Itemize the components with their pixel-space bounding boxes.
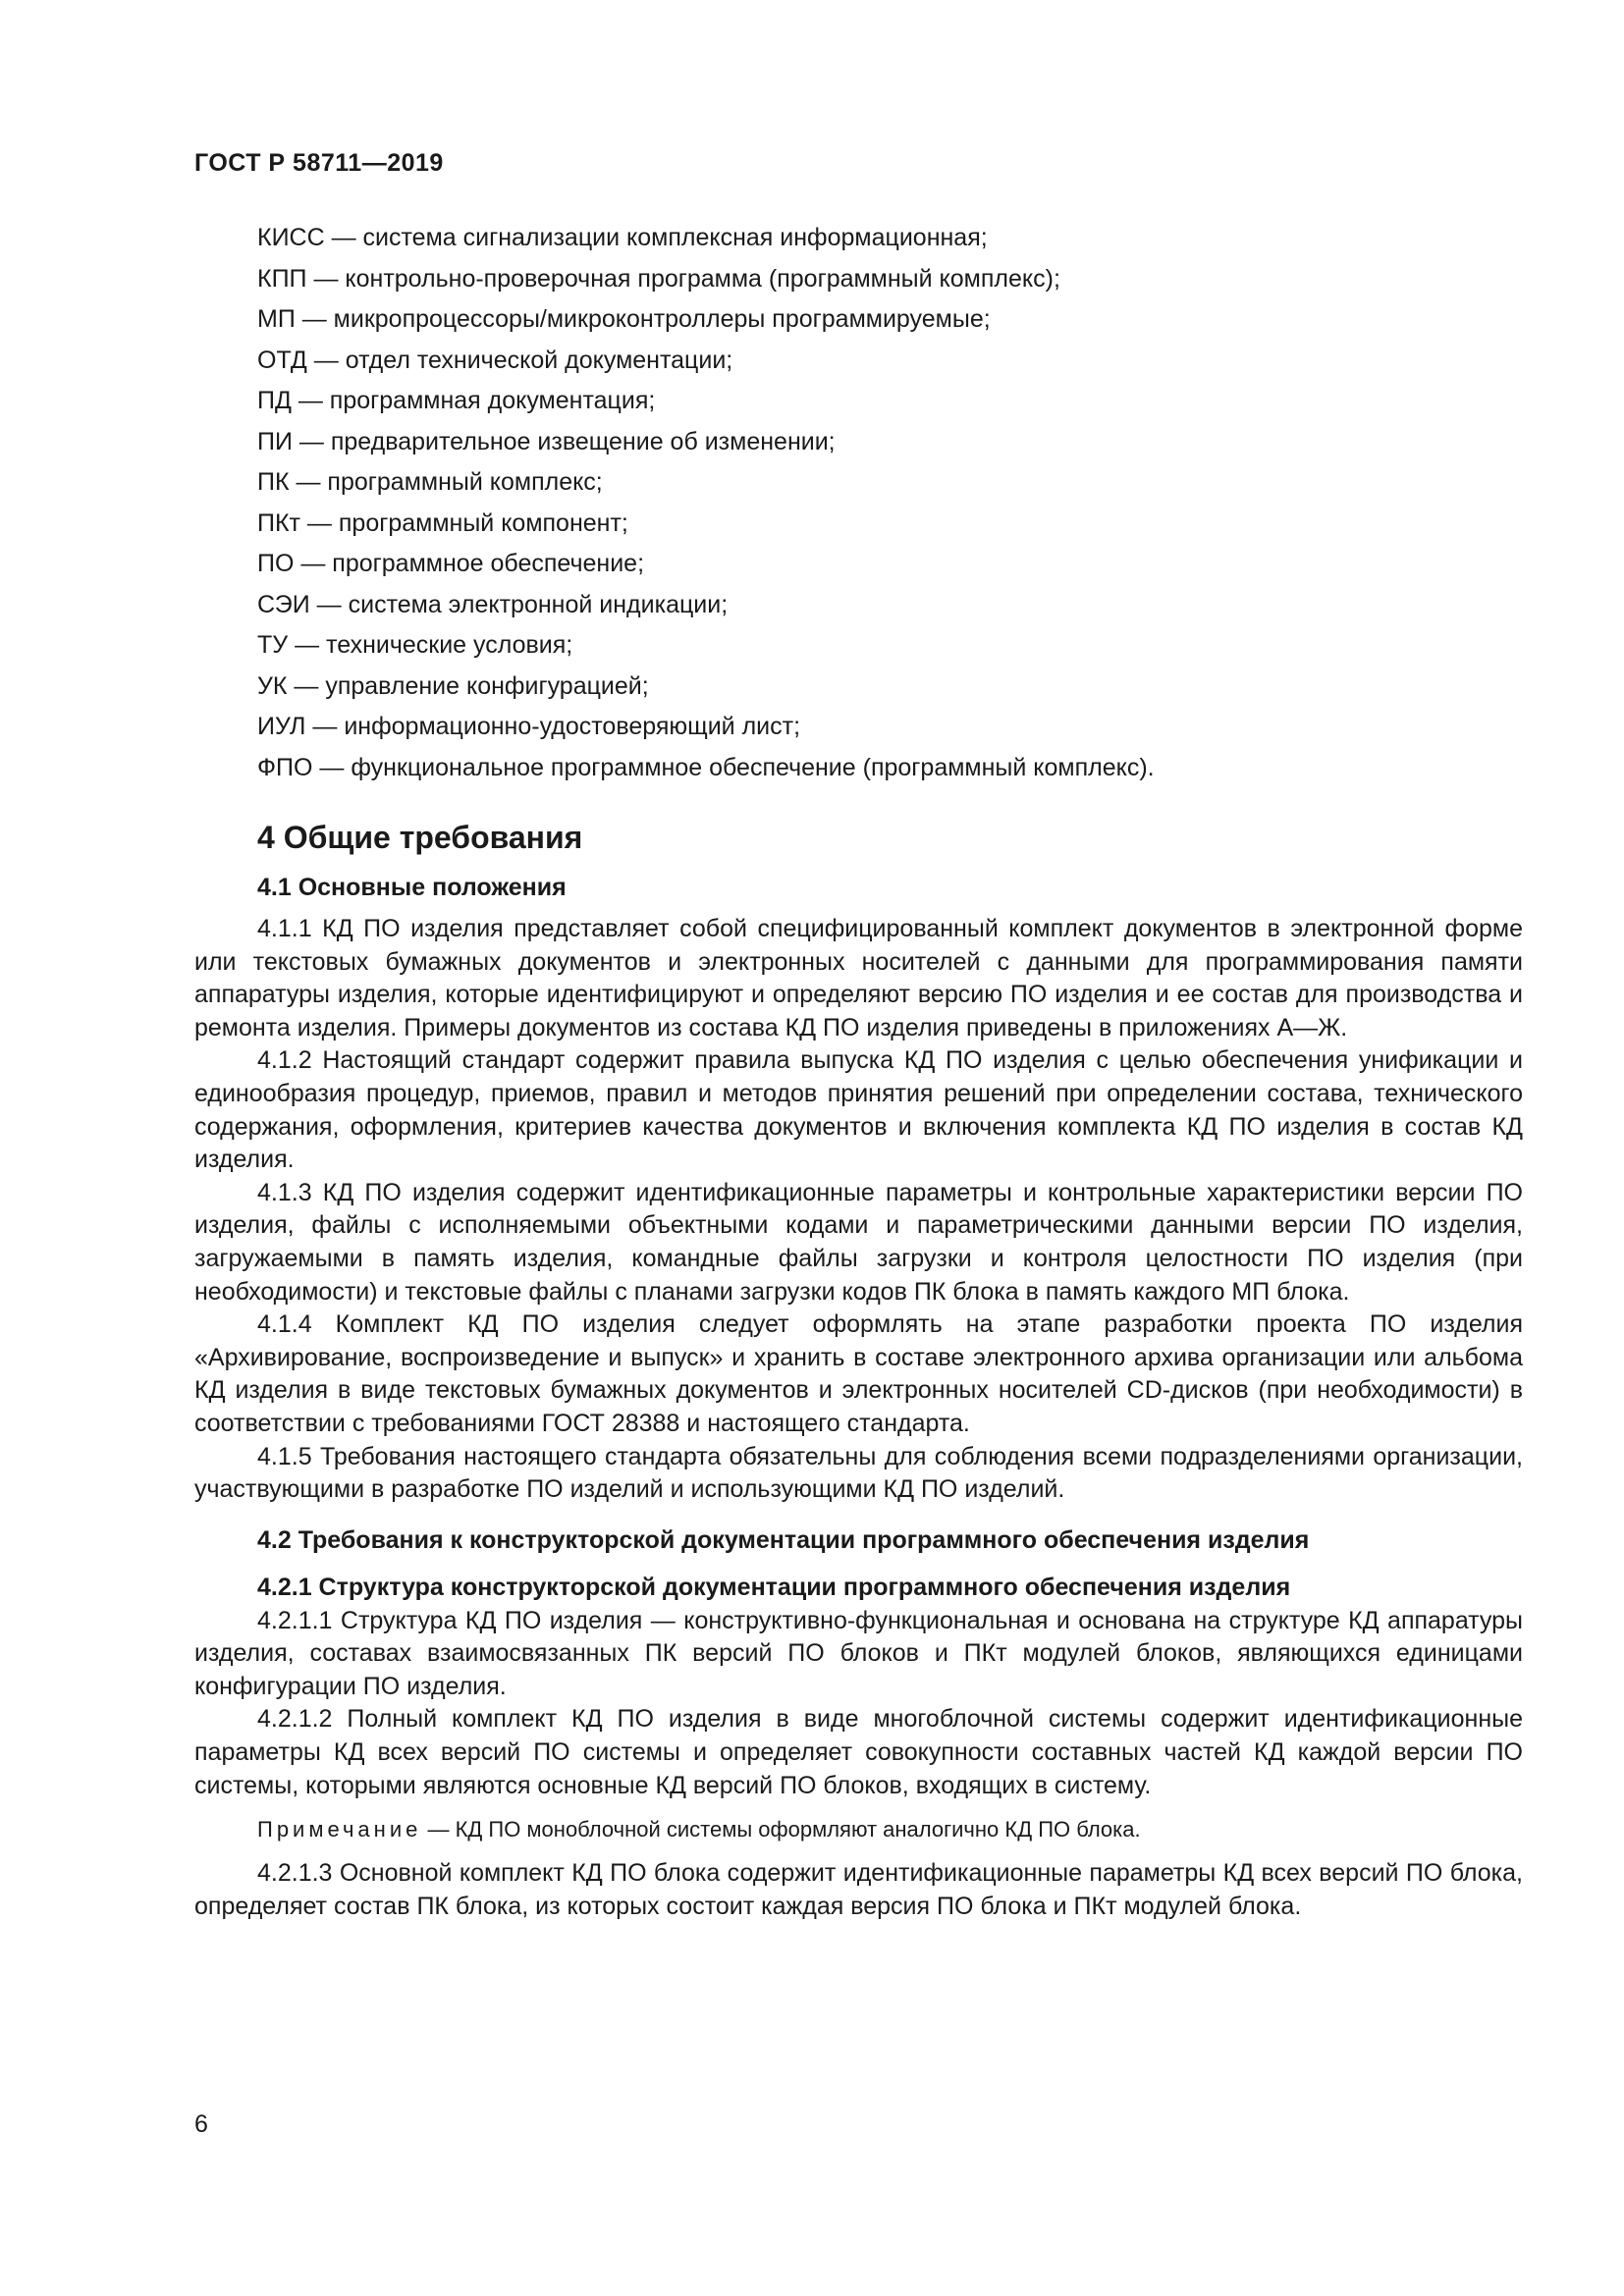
abbreviation-item: ОТД — отдел технической документации; [257, 346, 733, 374]
paragraph-4-2-1-2: 4.2.1.2 Полный комплект КД ПО изделия в виде многоблочной системы содержит идентификационные параметры КД всех версий ПО системы и определяет совокупности составных частей КД каждой версии ПО системы, которыми являются основные КД версий ПО блоков, входящих в систему. [194, 1705, 1523, 1799]
abbreviation-item: МП — микропроцессоры/микроконтроллеры программируемые; [257, 305, 991, 333]
abbreviation-item: ИУЛ — информационно-удостоверяющий лист; [257, 713, 801, 740]
page-number: 6 [194, 2110, 208, 2138]
abbreviation-item: СЭИ — система электронной индикации; [257, 590, 729, 618]
abbreviation-item: ПК — программный комплекс; [257, 468, 603, 496]
note-label: Примечание [257, 1817, 422, 1842]
paragraph-4-2-1-3: 4.2.1.3 Основной комплект КД ПО блока содержит идентификационные параметры КД всех версий ПО блока, определяет состав ПК блока, из которых состоит каждая версия ПО блока и ПКт модулей блока. [194, 1859, 1523, 1920]
abbreviation-list [194, 218, 1523, 788]
standard-id-header: ГОСТ Р 58711—2019 [194, 149, 444, 177]
subsection-4-2-heading: 4.2 Требования к конструкторской документации программного обеспечения изделия [257, 1525, 1310, 1554]
paragraph-4-1-4: 4.1.4 Комплект КД ПО изделия следует оформлять на этапе разработки проекта ПО изделия «Архивирование, воспроизведение и выпуск» и хранить в составе электронного архива организации или альбома КД изделия в виде текстовых бумажных документов и электронных носителей CD-дисков (при необходимости) в соответствии с требованиями ГОСТ 28388 и настоящего стандарта. [194, 1310, 1523, 1437]
paragraph-4-1-3: 4.1.3 КД ПО изделия содержит идентификационные параметры и контрольные характеристики версии ПО изделия, файлы с исполняемыми объектными кодами и параметрическими данными версии ПО изделия, загружаемыми в память изделия, командные файлы загрузки и контроля целостности ПО изделия (при необходимости) и текстовые файлы с планами загрузки кодов ПК блока в память каждого МП блока. [194, 1178, 1523, 1306]
abbreviation-item: УК — управление конфигурацией; [257, 671, 649, 700]
subsection-4-1-heading: 4.1 Основные положения [257, 874, 567, 901]
abbreviation-item: ФПО — функциональное программное обеспечение (программный комплекс). [257, 753, 1155, 781]
subsection-4-2-1-heading: 4.2.1 Структура конструкторской документации программного обеспечения изделия [257, 1573, 1291, 1601]
note-text: — КД ПО моноблочной системы оформляют аналогично КД ПО блока. [421, 1817, 1141, 1842]
abbreviation-item: ТУ — технические условия; [257, 631, 573, 659]
abbreviation-item: ПД — программная документация; [257, 387, 656, 414]
paragraph-4-2-1-1: 4.2.1.1 Структура КД ПО изделия — конструктивно-функциональная и основана на структуре КД аппаратуры изделия, составах взаимосвязанных ПК версий ПО блоков и ПКт модулей блоков, являющихся единицами конфигурации ПО изделия. [194, 1606, 1523, 1700]
abbreviation-item: КИСС — система сигнализации комплексная информационная; [257, 224, 988, 251]
abbreviation-item: ПИ — предварительное извещение об изменении; [257, 427, 836, 455]
abbreviation-item: ПКт — программный компонент; [257, 508, 628, 537]
abbreviation-item: КПП — контрольно-проверочная программа (программный комплекс); [257, 264, 1060, 293]
paragraph-4-1-5: 4.1.5 Требования настоящего стандарта обязательны для соблюдения всеми подразделениями организации, участвующими в разработке ПО изделий и использующими КД ПО изделий. [194, 1442, 1523, 1504]
paragraph-4-1-1: 4.1.1 КД ПО изделия представляет собой специфицированный комплект документов в электронной форме или текстовых бумажных документов и электронных носителей с данными для программирования памяти аппаратуры изделия, которые идентифицируют и определяют версию ПО изделия и ее состав для производства и ремонта изделия. Примеры документов из состава КД ПО изделия приведены в приложениях А—Ж. [194, 915, 1523, 1041]
note [257, 1814, 1523, 1845]
abbreviation-item: ПО — программное обеспечение; [257, 550, 645, 577]
section-4-heading: 4 Общие требования [257, 820, 583, 855]
paragraph-4-1-2: 4.1.2 Настоящий стандарт содержит правила выпуска КД ПО изделия с целью обеспечения унификации и единообразия процедур, приемов, правил и методов принятия решений при определении состава, технического содержания, оформления, критериев качества документов и включения комплекта КД ПО изделия в состав КД изделия. [194, 1046, 1523, 1174]
page-content [194, 218, 1523, 1923]
